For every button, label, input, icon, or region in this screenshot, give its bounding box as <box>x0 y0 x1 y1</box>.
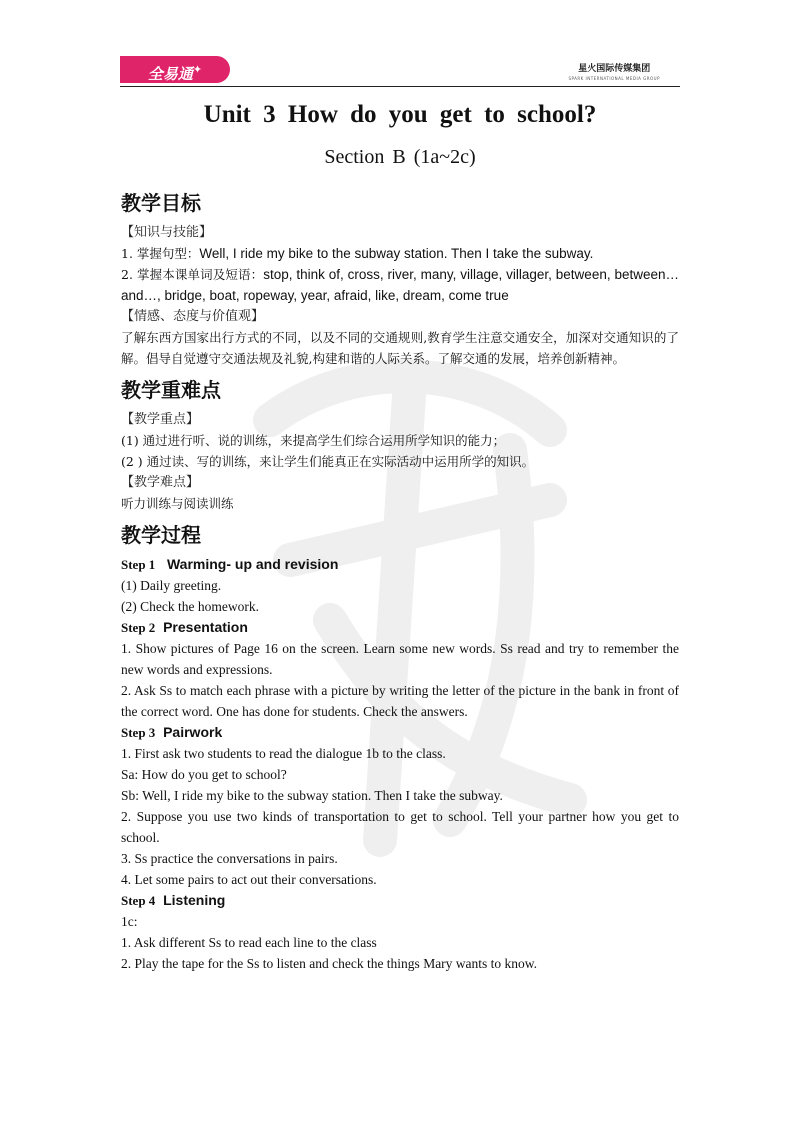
step-4-title: Listening <box>163 892 226 908</box>
step-1-number: Step 1 <box>121 557 156 572</box>
step-4-number: Step 4 <box>121 893 156 908</box>
brand-logo <box>120 56 230 83</box>
step-1-title: Warming- up and revision <box>166 556 339 572</box>
brand-logo-text: 全易通 <box>147 65 193 83</box>
step-3-line: 1. First ask two students to read the dialogue 1b to the class. <box>121 746 446 761</box>
section-heading-key-points: 教学重难点 <box>121 378 221 402</box>
step-2-heading <box>121 617 679 638</box>
step-2-title: Presentation <box>163 619 248 635</box>
page-header <box>120 56 680 87</box>
knowledge-label: 【知识与技能】 <box>121 225 213 240</box>
step-2-line: 2. Ask Ss to match each phrase with a picture by writing the letter of the picture in the bank in front of the correct word. One has done for students. Check the answers. <box>121 683 679 719</box>
objective-item-1 <box>121 243 679 264</box>
objective-item-2-text: stop, think of, cross, river, many, village, villager, between, between…and…, bridge, boat, ropeway, year, afraid, like, dream, come true <box>121 267 679 303</box>
document-subtitle: Section B (1a~2c) <box>324 146 476 168</box>
section-heading-objectives: 教学目标 <box>121 191 201 215</box>
document-title: Unit 3 How do you get to school? <box>203 101 597 128</box>
objective-item-1-prefix: 1. 掌握句型： <box>121 246 200 261</box>
step-3-line: Sb: Well, I ride my bike to the subway station. Then I take the subway. <box>121 788 503 803</box>
step-2-number: Step 2 <box>121 620 156 635</box>
step-4-line: 1c: <box>121 914 138 929</box>
objective-item-2-prefix: 2. 掌握本课单词及短语： <box>121 267 264 282</box>
step-4-line: 1. Ask different Ss to read each line to the class <box>121 935 377 950</box>
publisher-name-en: SPARK INTERNATIONAL MEDIA GROUP <box>568 76 660 81</box>
step-3-line: Sa: How do you get to school? <box>121 767 287 782</box>
publisher-name-cn: 星火国际传媒集团 <box>578 64 651 74</box>
focus-item-2: (2 ) 通过读、写的训练，来让学生们能真正在实际活动中运用所学的知识。 <box>121 454 535 469</box>
step-1-line: (1) Daily greeting. <box>121 578 222 593</box>
step-3-line: 2. Suppose you use two kinds of transportation to get to school. Tell your partner how you get to school. <box>121 809 679 845</box>
sparkle-icon: ✦ <box>192 63 203 76</box>
step-3-title: Pairwork <box>163 724 223 740</box>
objective-item-2 <box>121 264 679 306</box>
focus-item-1: (1) 通过进行听、说的训练，来提高学生们综合运用所学知识的能力； <box>121 433 506 448</box>
step-1-line: (2) Check the homework. <box>121 599 259 614</box>
difficulty-text: 听力训练与阅读训练 <box>121 496 234 511</box>
step-3-line: 4. Let some pairs to act out their conversations. <box>121 872 377 887</box>
emotion-label: 【情感、态度与价值观】 <box>121 309 265 324</box>
main-content <box>121 188 679 974</box>
difficulty-label: 【教学难点】 <box>121 475 200 490</box>
section-heading-process: 教学过程 <box>121 523 201 547</box>
objective-item-1-text: Well, I ride my bike to the subway station. Then I take the subway. <box>199 246 594 261</box>
step-4-heading <box>121 890 679 911</box>
focus-label: 【教学重点】 <box>121 412 200 427</box>
step-3-number: Step 3 <box>121 725 156 740</box>
step-3-line: 3. Ss practice the conversations in pairs. <box>121 851 338 866</box>
publisher-mark <box>568 64 660 84</box>
step-2-line: 1. Show pictures of Page 16 on the screen. Learn some new words. Ss read and try to remember the new words and expressions. <box>121 641 679 677</box>
emotion-text: 了解东西方国家出行方式的不同，以及不同的交通规则,教育学生注意交通安全，加深对交通知识的了解。倡导自觉遵守交通法规及礼貌,构建和谐的人际关系。了解交通的发展，培养创新精神。 <box>121 330 679 366</box>
step-3-heading <box>121 722 679 743</box>
step-1-heading <box>121 554 679 575</box>
step-4-line: 2. Play the tape for the Ss to listen and check the things Mary wants to know. <box>121 956 538 971</box>
